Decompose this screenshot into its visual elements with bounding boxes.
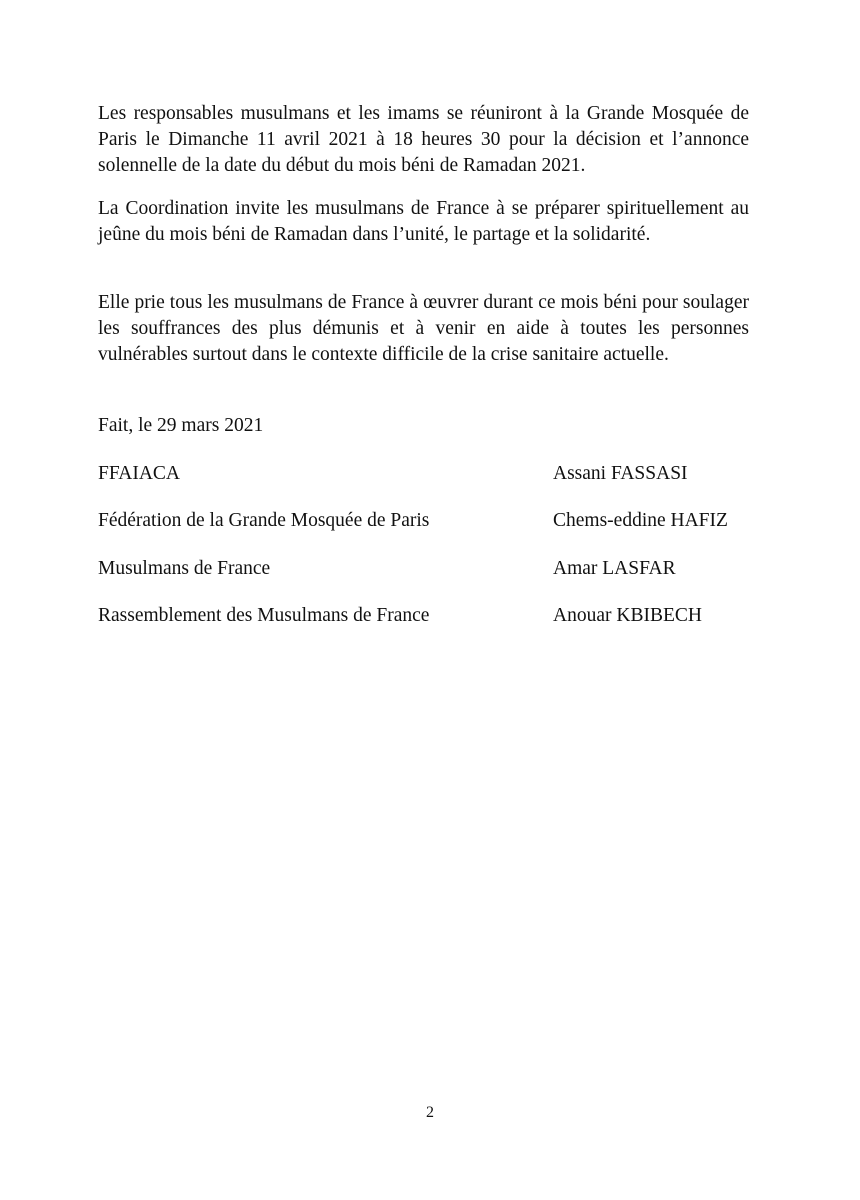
signatory-row: [98, 508, 758, 555]
signatory-row: [98, 556, 758, 603]
signatory-name: Assani FASSASI: [553, 463, 688, 484]
signatory-organization: Fédération de la Grande Mosquée de Paris: [98, 510, 430, 532]
paragraph-meeting-announcement: Les responsables musulmans et les imams se réuniront à la Grande Mosquée de Paris le Dimanche 11 avril 2021 à 18 heures 30 pour la décision et l’annonce solennelle de la date du début du mois béni de Ramadan 2021.: [98, 103, 749, 176]
page-number: 2: [426, 1104, 434, 1121]
signatory-name: Chems-eddine HAFIZ: [553, 510, 728, 532]
signatory-row: [98, 461, 758, 508]
signatory-name: Anouar KBIBECH: [553, 604, 702, 626]
paragraph-solidarity-appeal: Elle prie tous les musulmans de France à œuvrer durant ce mois béni pour soulager les souffrances des plus démunis et à venir en aide à toutes les personnes vulnérables surtout dans le contexte difficile de la crise sanitaire actuelle.: [98, 292, 749, 365]
date-line: Fait, le 29 mars 2021: [98, 415, 264, 436]
signatory-organization: Rassemblement des Musulmans de France: [98, 604, 430, 626]
signatory-name: Amar LASFAR: [553, 557, 676, 579]
signatories-list: [98, 461, 758, 650]
signatory-organization: FFAIACA: [98, 463, 180, 484]
signatory-row: [98, 603, 758, 650]
paragraph-invitation: La Coordination invite les musulmans de France à se préparer spirituellement au jeûne du mois béni de Ramadan dans l’unité, le partage et la solidarité.: [98, 198, 749, 245]
signatory-organization: Musulmans de France: [98, 557, 271, 579]
